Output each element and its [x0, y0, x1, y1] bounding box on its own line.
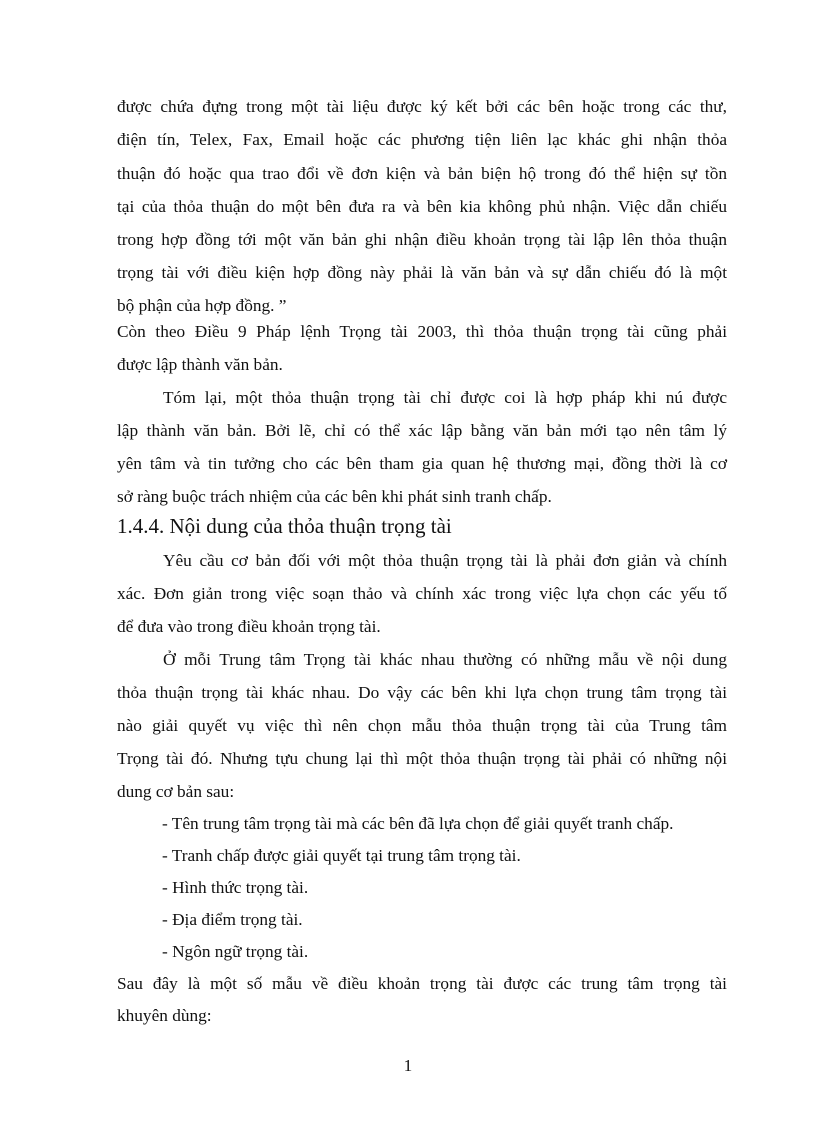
- paragraph-line: nào giải quyết vụ việc thì nên chọn mẫu thỏa thuận trọng tài của Trung tâm: [117, 716, 727, 735]
- paragraph-line: Sau đây là một số mẫu về điều khoản trọng tài được các trung tâm trọng tài: [117, 974, 727, 993]
- list-item: - Tranh chấp được giải quyết tại trung tâm trọng tài.: [162, 846, 521, 865]
- list-item: - Hình thức trọng tài.: [162, 878, 309, 897]
- paragraph-line: trong hợp đồng tới một văn bản ghi nhận điều khoản trọng tài lập lên thỏa thuận: [117, 230, 727, 249]
- paragraph-line: thuận đó hoặc qua trao đổi về đơn kiện và bản biện hộ trong đó thể hiện sự tồn: [117, 164, 727, 183]
- paragraph-line: xác. Đơn giản trong việc soạn thảo và chính xác trong việc lựa chọn các yếu tố: [117, 584, 727, 603]
- paragraph-line: trọng tài với điều kiện hợp đồng này phải là văn bản và sự dẫn chiếu đó là một: [117, 263, 727, 282]
- paragraph-line: lập thành văn bản. Bởi lẽ, chỉ có thể xác lập bằng văn bản mới tạo nên tâm lý: [117, 421, 727, 440]
- list-item: - Tên trung tâm trọng tài mà các bên đã lựa chọn để giải quyết tranh chấp.: [162, 814, 674, 833]
- paragraph-line: Yêu cầu cơ bản đối với một thỏa thuận trọng tài là phải đơn giản và chính: [163, 551, 727, 570]
- paragraph-line: Ở mỗi Trung tâm Trọng tài khác nhau thường có những mẫu về nội dung: [163, 650, 727, 669]
- paragraph-line: để đưa vào trong điều khoản trọng tài.: [117, 617, 381, 636]
- paragraph-line: được chứa đựng trong một tài liệu được ký kết bởi các bên hoặc trong các thư,: [117, 97, 727, 116]
- list-item: - Ngôn ngữ trọng tài.: [162, 942, 309, 961]
- paragraph-line: được lập thành văn bản.: [117, 355, 283, 374]
- paragraph-line: Tóm lại, một thỏa thuận trọng tài chỉ được coi là hợp pháp khi nú được: [163, 388, 727, 407]
- paragraph-line: Trọng tài đó. Nhưng tựu chung lại thì một thỏa thuận trọng tài phải có những nội: [117, 749, 727, 768]
- paragraph-line: điện tín, Telex, Fax, Email hoặc các phương tiện liên lạc khác ghi nhận thỏa: [117, 130, 727, 149]
- paragraph-line: yên tâm và tin tưởng cho các bên tham gia quan hệ thương mại, đồng thời là cơ: [117, 454, 727, 473]
- paragraph-line: sở ràng buộc trách nhiệm của các bên khi phát sinh tranh chấp.: [117, 487, 552, 506]
- section-heading: 1.4.4. Nội dung của thỏa thuận trọng tài: [117, 514, 452, 538]
- paragraph-line: khuyên dùng:: [117, 1006, 212, 1025]
- paragraph-line: Còn theo Điều 9 Pháp lệnh Trọng tài 2003, thì thỏa thuận trọng tài cũng phải: [117, 322, 727, 341]
- list-item: - Địa điểm trọng tài.: [162, 910, 303, 929]
- paragraph-line: tại của thỏa thuận do một bên đưa ra và bên kia không phủ nhận. Việc dẫn chiếu: [117, 197, 727, 216]
- paragraph-line: dung cơ bản sau:: [117, 782, 235, 801]
- page-number: 1: [403, 1056, 413, 1075]
- paragraph-line: bộ phận của hợp đồng. ”: [117, 296, 287, 315]
- paragraph-line: thỏa thuận trọng tài khác nhau. Do vậy các bên khi lựa chọn trung tâm trọng tài: [117, 683, 727, 702]
